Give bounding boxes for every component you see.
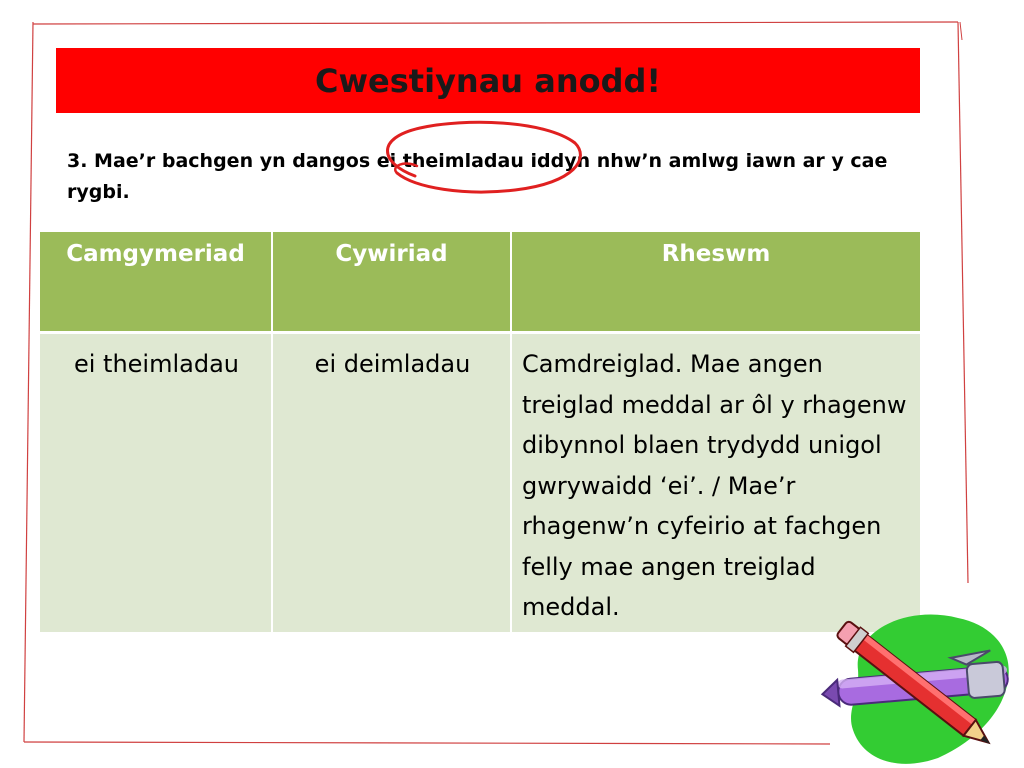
question-text: 3. Mae’r bachgen yn dangos ei theimladau iddyn nhw’n amlwg iawn ar y cae rygbi. [67,150,888,203]
header-mistake: Camgymeriad [40,232,272,333]
correction-table [40,232,920,632]
pencil-and-pen-clipart-icon [818,610,1024,768]
table-row [40,333,920,633]
cell-reason: Camdreiglad. Mae angen treiglad meddal ar ôl y rhagenw dibynnol blaen trydydd unigol gwrywaidd ‘ei’. / Mae’r rhagenw’n cyfeirio at fachgen felly mae angen treiglad meddal. [511,333,920,633]
cell-correction: ei deimladau [272,333,511,633]
title-bar [56,48,920,113]
red-circle-annotation-icon [375,118,590,198]
header-correction: Cywiriad [272,232,511,333]
slide-title: Cwestiynau anodd! [315,61,661,100]
cell-mistake: ei theimladau [40,333,272,633]
header-reason: Rheswm [511,232,920,333]
table-header-row [40,232,920,333]
